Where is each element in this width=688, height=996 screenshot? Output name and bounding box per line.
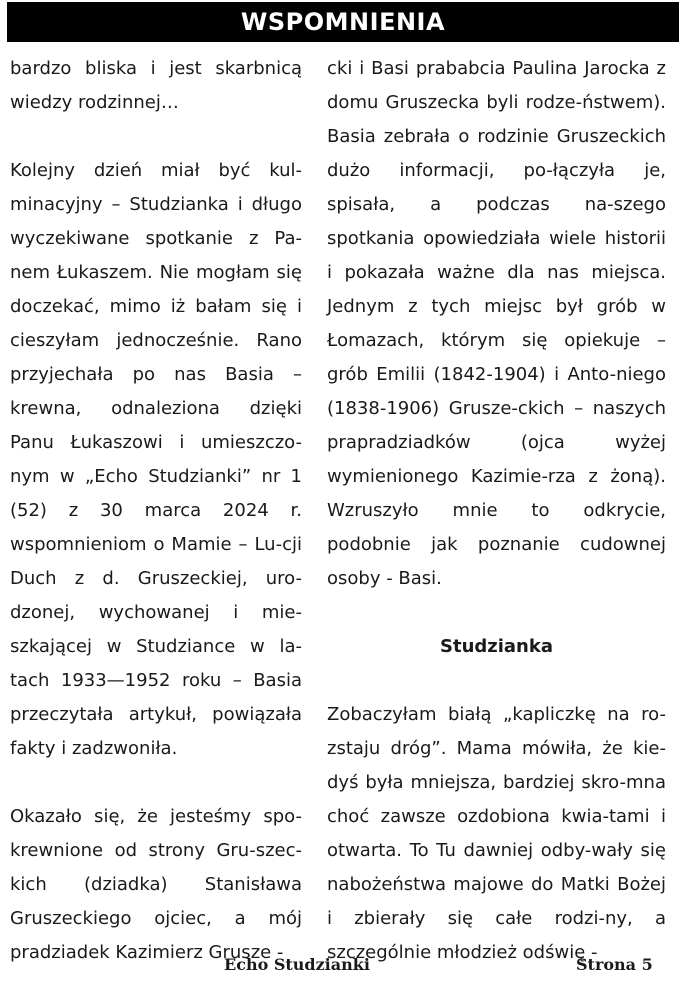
publication-name: Echo Studzianki — [224, 955, 370, 974]
section-header — [7, 2, 679, 42]
right-column — [327, 52, 666, 970]
paragraph: Okazało się, że jesteśmy spo-krewnione od strony Gru-szec-kich (dziadka) Stanisława Gruszeckiego ojciec, a mój pradziadek Kazimierz Grusze - — [10, 806, 302, 963]
page-footer — [0, 955, 688, 979]
paragraph: Zobaczyłam białą „kapliczkę na ro-zstaju dróg”. Mama mówiła, że kie-dyś była mniejsza, bardziej skro-mna choć zawsze ozdobiona kwia-tami i otwarta. To Tu dawniej odby-wały się nabożeństwa majowe do Matki Bożej i zbierały się całe rodzi-ny, a szczególnie młodzież odświę - — [327, 704, 666, 963]
paragraph: Kolejny dzień miał być kul-minacyjny – Studzianka i długo wyczekiwane spotkanie z Pa-nem Łukaszem. Nie mogłam się doczekać, mimo iż bałam się i cieszyłam jednocześnie. Rano przyjechała po nas Basia – krewna, odnaleziona dzięki Panu Łukaszowi i umieszczo-nym w „Echo Studzianki” nr 1 (52) z 30 marca 2024 r. wspomnieniom o Mamie – Lu-cji Duch z d. Gruszeckiej, uro-dzonej, wychowanej i mie-szkającej w Studziance w la-tach 1933—1952 roku – Basia przeczytała artykuł, powiązała fakty i zadzwoniła. — [10, 160, 302, 759]
page-number: Strona 5 — [576, 955, 653, 974]
paragraph: bardzo bliska i jest skarbnicą wiedzy rodzinnej… — [10, 58, 302, 113]
section-title: WSPOMNIENIA — [240, 8, 446, 36]
paragraph: cki i Basi prababcia Paulina Jarocka z domu Gruszecka byli rodze-ństwem). Basia zebrała o rodzinie Gruszeckich dużo informacji, po-łączyła je, spisała, a podczas na-szego spotkania opowiedziała wiele historii i pokazała ważne dla nas miejsca. Jednym z tych miejsc był grób w Łomazach, którym się opiekuje – grób Emilii (1842-1904) i Anto-niego (1838-1906) Grusze-ckich – naszych prapradziadków (ojca wyżej wymienionego Kazimie-rza z żoną). Wzruszyło mnie to odkrycie, podobnie jak poznanie cudownej osoby - Basi. — [327, 58, 666, 589]
left-column — [10, 52, 302, 970]
subheading: Studzianka — [440, 636, 553, 657]
